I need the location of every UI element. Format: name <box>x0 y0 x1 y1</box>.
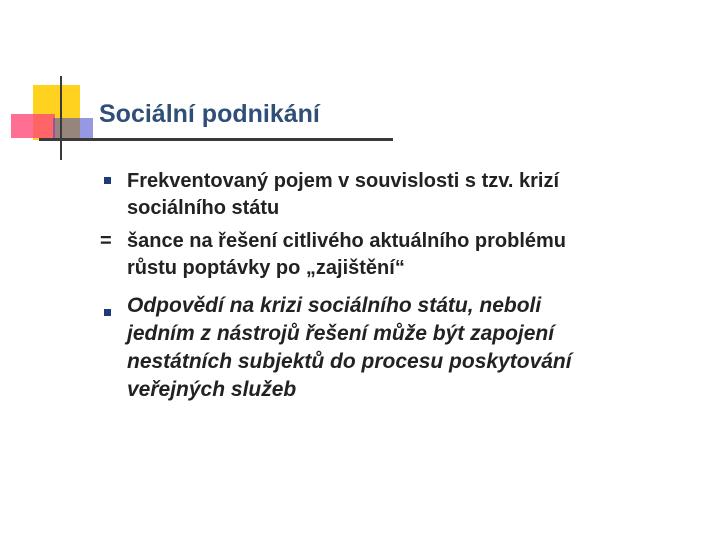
bullet2-line4: veřejných služeb <box>127 378 297 401</box>
equation-line2: růstu poptávky po „zajištění“ <box>127 257 405 279</box>
slide-title: Sociální podnikání <box>99 100 320 128</box>
equals-sign: = <box>100 230 112 252</box>
bullet1-line2: sociálního státu <box>127 197 280 219</box>
bullet2-line2: jedním z nástrojů řešení může být zapojení <box>127 322 555 345</box>
bullet2-line3: nestátních subjektů do procesu poskytování <box>127 350 572 373</box>
square-bullet-icon <box>104 309 111 316</box>
bullet2-line1: Odpovědí na krizi sociálního státu, neboli <box>127 294 542 317</box>
equation-line1: šance na řešení citlivého aktuálního problému <box>127 230 567 252</box>
square-bullet-icon <box>104 177 111 184</box>
bullet1-line1: Frekventovaný pojem v souvislosti s tzv. krizí <box>127 170 560 192</box>
